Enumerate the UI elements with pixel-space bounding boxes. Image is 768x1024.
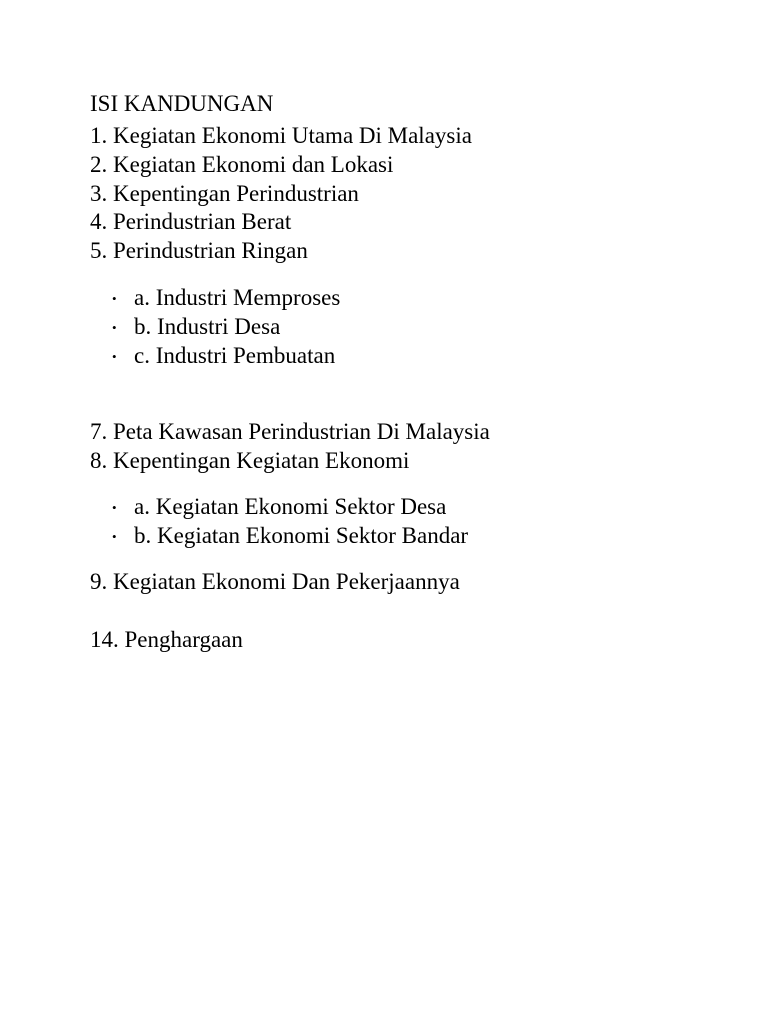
- bullet-icon: •: [112, 320, 117, 335]
- toc-sub-item-label: b. Industri Desa: [134, 314, 281, 339]
- toc-item-2: 2. Kegiatan Ekonomi dan Lokasi: [90, 152, 394, 177]
- toc-item-3: 3. Kepentingan Perindustrian: [90, 181, 359, 206]
- toc-sub-item-label: a. Kegiatan Ekonomi Sektor Desa: [134, 494, 447, 519]
- bullet-icon: •: [112, 349, 117, 364]
- toc-item-14: 14. Penghargaan: [90, 627, 243, 652]
- toc-sub-item: [112, 493, 446, 521]
- toc-sub-item: [112, 342, 335, 370]
- toc-sub-item-label: a. Industri Memproses: [134, 285, 341, 310]
- toc-item-1: 1. Kegiatan Ekonomi Utama Di Malaysia: [90, 123, 472, 148]
- toc-sub-item-label: b. Kegiatan Ekonomi Sektor Bandar: [134, 523, 469, 548]
- toc-sub-item-label: c. Industri Pembuatan: [134, 343, 336, 368]
- bullet-icon: •: [112, 529, 117, 544]
- toc-title: ISI KANDUNGAN: [90, 91, 274, 116]
- toc-item-8: 8. Kepentingan Kegiatan Ekonomi: [90, 448, 410, 473]
- bullet-icon: •: [112, 291, 117, 306]
- toc-item-9: 9. Kegiatan Ekonomi Dan Pekerjaannya: [90, 569, 460, 594]
- toc-sub-item: [112, 313, 280, 341]
- toc-sub-item: [112, 522, 468, 550]
- bullet-icon: •: [112, 500, 117, 515]
- toc-item-4: 4. Perindustrian Berat: [90, 209, 292, 234]
- toc-sub-item: [112, 284, 340, 312]
- toc-item-7: 7. Peta Kawasan Perindustrian Di Malaysia: [90, 419, 490, 444]
- toc-item-5: 5. Perindustrian Ringan: [90, 238, 308, 263]
